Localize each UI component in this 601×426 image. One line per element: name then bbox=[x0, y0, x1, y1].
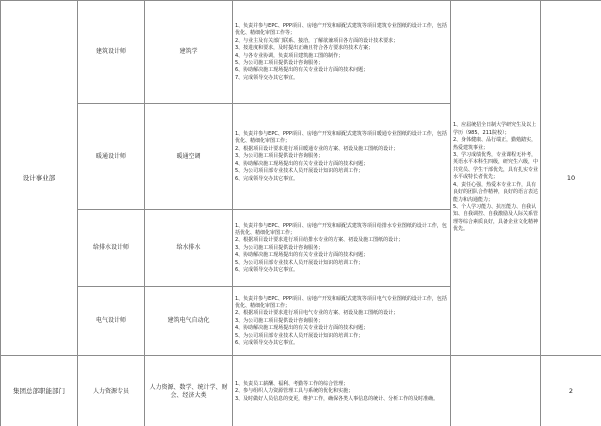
position-title-cell bbox=[78, 210, 145, 287]
duty-item: 6、完成领导交办其它事宜。 bbox=[235, 340, 299, 347]
duties-list bbox=[235, 22, 449, 82]
position-major: 建筑电气自动化 bbox=[167, 317, 210, 324]
headcount-cell bbox=[541, 356, 601, 426]
duty-item: 7、完成领导交办其它事宜。 bbox=[235, 74, 299, 81]
duty-item: 3、为公司施工项目提供设计咨询服务； bbox=[235, 244, 324, 251]
requirement-item: 4、责任心强，热爱本专业工作，具有良好的团队合作精神，良好的语言表达能力和沟通能力； bbox=[453, 181, 539, 203]
requirements-cell bbox=[451, 1, 541, 356]
position-title: 电气设计师 bbox=[95, 317, 126, 324]
duty-item: 5、为公司施工项目提供设计咨询服务； bbox=[235, 59, 324, 66]
duty-item: 1、负责并参与EPC、PPP项目、房地产开发和硕配式建筑等项目电气专业图纸的设计工作，包括优化、精细化审图工作； bbox=[235, 295, 447, 309]
position-title-cell bbox=[78, 1, 145, 104]
position-title-cell bbox=[78, 287, 145, 356]
duty-item: 2、参与组织人力资源管理工具与系统的优化和实施； bbox=[235, 388, 354, 395]
duty-item: 3、为公司施工项目提供设计咨询服务； bbox=[235, 153, 324, 160]
position-major: 建筑学 bbox=[179, 48, 198, 55]
duty-item: 1、负责并参与EPC、PPP项目、房地产开发和硕配式建筑等项目建筑专业图纸的设计工作，包括优化、精细化审图工作等； bbox=[235, 22, 447, 37]
headcount-cell bbox=[541, 1, 601, 356]
department-cell bbox=[1, 1, 78, 356]
position-title: 暖通设计师 bbox=[95, 152, 126, 160]
position-duties-cell bbox=[233, 356, 451, 426]
position-major: 给水排水 bbox=[176, 244, 201, 251]
requirement-item: 5、个人学习能力、抗压能力、自我认知、自我调控、自我激励及人际关系管理等综合素质良好，具备企业文化精神优先。 bbox=[453, 203, 539, 233]
duty-item: 5、为公司项目部专业技术人员开展设计知识的培训工作； bbox=[235, 332, 364, 339]
duty-item: 3、为公司施工项目提供设计咨询服务； bbox=[235, 317, 324, 324]
position-title: 给排水设计师 bbox=[92, 244, 129, 251]
requirement-item: 3、学习成绩优秀，专业课程无补考，英语水平本科生四级，研究生六级，中共党员、学生干部优先，具有扎实专业水平或特长者优先； bbox=[453, 152, 539, 181]
duty-item: 6、协助解决施工现场提出的有关专业设计方面的技术问题； bbox=[235, 67, 369, 74]
duty-item: 6、完成领导交办其它事宜。 bbox=[235, 267, 299, 274]
duty-item: 4、与各专业协调，负责项目建筑施工图的制作； bbox=[235, 52, 344, 59]
position-duties-cell bbox=[233, 104, 451, 210]
position-major-cell bbox=[145, 210, 233, 287]
duties-list bbox=[235, 295, 449, 348]
position-title: 建筑设计师 bbox=[95, 48, 126, 55]
duty-item: 4、协助解决施工现场提出的有关专业设计方面的技术问题； bbox=[235, 325, 369, 332]
position-duties-cell bbox=[233, 1, 451, 104]
headcount: 10 bbox=[566, 173, 576, 182]
duty-item: 1、负责并参与EPC、PPP项目、房地产开发和硕配式建筑等项目给排水专业图纸的设计工作，包括优化、精细化审图工作； bbox=[235, 222, 447, 236]
duties-list bbox=[235, 222, 449, 275]
duty-item: 4、协助解决施工现场提出的有关专业设计方面的技术问题； bbox=[235, 160, 369, 167]
requirement-item: 2、身体健康、品行端正，勤勉踏实，热爱建筑事业； bbox=[453, 137, 537, 151]
position-duties-cell bbox=[233, 210, 451, 287]
department-name: 集团总部职能部门 bbox=[13, 387, 65, 395]
position-title-cell bbox=[78, 356, 145, 426]
table-row bbox=[1, 356, 601, 426]
position-major-cell bbox=[145, 356, 233, 426]
duty-item: 6、完成领导交办其它事宜。 bbox=[235, 175, 299, 182]
position-title: 人力资源专员 bbox=[92, 387, 129, 395]
duty-item: 2、与业主及有关部门联系、接洽，了解欲兼项目各方面的设计技术要求； bbox=[235, 37, 399, 44]
duty-item: 3、及时做好人员信息的变更，维护工作，确保各类人事信息的统计、分析工作的及时准确。 bbox=[235, 395, 439, 402]
duty-item: 4、协助解决施工现场提出的有关专业设计方面的技术问题； bbox=[235, 252, 369, 259]
position-major-cell bbox=[145, 1, 233, 104]
duty-item: 3、按进度和要求，及时提出正确且符合各方要求的技术方案； bbox=[235, 45, 374, 52]
duty-item: 2、根据项目设计要求进行项目给排水专业的方案、初设及施工图纸的设计； bbox=[235, 237, 404, 244]
duty-item: 5、为公司项目部专业技术人员开展设计知识的培训工作； bbox=[235, 168, 364, 175]
position-major-cell bbox=[145, 104, 233, 210]
duty-item: 2、根据项目设计要求进行项目暖通专业的方案、初设及施工图纸的设计； bbox=[235, 145, 399, 152]
headcount: 2 bbox=[568, 387, 574, 395]
department-name: 设计事业部 bbox=[22, 173, 56, 182]
duties-list bbox=[235, 130, 449, 183]
position-title-cell bbox=[78, 104, 145, 210]
requirements-cell bbox=[451, 356, 541, 426]
requirements-list bbox=[453, 122, 539, 233]
duties-list bbox=[235, 380, 449, 403]
table-row bbox=[1, 1, 601, 104]
requirement-item: 1、应届统招全日制大学研究生及以上学历（985、211院校）； bbox=[453, 122, 537, 136]
position-major: 暖通空调 bbox=[176, 152, 201, 160]
duty-item: 1、负责员工薪酬、福利、考勤等工作的综合管理； bbox=[235, 380, 349, 387]
position-major-cell bbox=[145, 287, 233, 356]
position-major: 人力资源、数学、统计学、财会、经济大类 bbox=[149, 383, 228, 399]
duty-item: 2、根据项目设计要求进行项目电气专业的方案、初设及施工图纸的设计； bbox=[235, 310, 399, 317]
department-cell bbox=[1, 356, 78, 426]
duty-item: 5、为公司项目部专业技术人员开展设计知识的培训工作； bbox=[235, 259, 364, 266]
position-duties-cell bbox=[233, 287, 451, 356]
duty-item: 1、负责并参与EPC、PPP项目、房地产开发和硕配式建筑等项目暖通专业图纸的设计工作，包括优化、精细化审图工作； bbox=[235, 131, 447, 145]
